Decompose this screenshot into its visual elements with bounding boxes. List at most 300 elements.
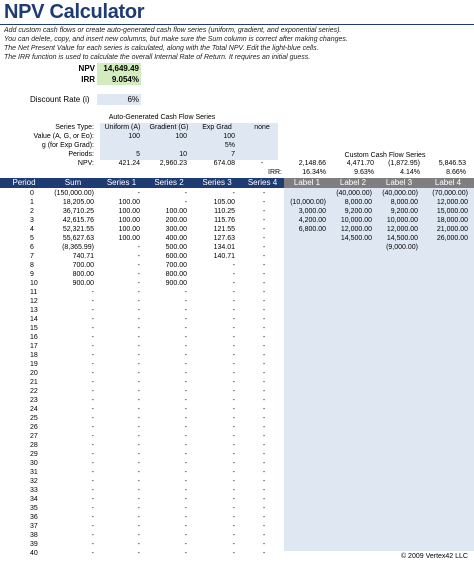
cashflow-cell: - — [184, 532, 187, 539]
table-row — [0, 279, 474, 288]
cashflow-cell: - — [262, 262, 266, 269]
custom-cashflow-cell[interactable]: 10,000.00 — [340, 217, 372, 224]
period-cell: 5 — [30, 235, 34, 242]
table-row — [0, 261, 474, 270]
custom-cashflow-cell[interactable]: 9,200.00 — [344, 208, 372, 215]
period-cell: 23 — [30, 397, 38, 404]
npv-label: NPV — [78, 64, 95, 73]
cashflow-cell: - — [184, 415, 187, 422]
period-cell: 18 — [30, 352, 38, 359]
intro-line-1: Add custom cash flows or create auto-generated cash flow series (uniform, gradient, and exponential series). — [4, 27, 342, 34]
cashflow-cell: - — [262, 190, 266, 197]
cashflow-cell: - — [262, 451, 266, 458]
custom-cashflow-cell[interactable]: (9,000.00) — [386, 244, 418, 251]
cashflow-cell: - — [184, 550, 187, 557]
period-cell: 2 — [30, 208, 34, 215]
table-row — [0, 396, 474, 405]
custom-cashflow-cell[interactable]: 18,000.00 — [436, 217, 468, 224]
cashflow-cell: - — [262, 226, 266, 233]
series-2-npv: 2,960.23 — [159, 160, 187, 167]
cashflow-cell: - — [184, 370, 187, 377]
period-cell: 4 — [30, 226, 34, 233]
table-row — [0, 414, 474, 423]
custom-cashflow-cell[interactable]: 4,200.00 — [298, 217, 326, 224]
cashflow-cell: - — [232, 424, 235, 431]
series-2-value[interactable]: 100 — [175, 133, 187, 140]
series-1-value[interactable]: 100 — [128, 133, 140, 140]
cashflow-cell: 700.00 — [165, 262, 187, 269]
series-1-npv: 421.24 — [118, 160, 140, 167]
cashflow-cell: - — [262, 325, 266, 332]
cashflow-cell: - — [137, 523, 140, 530]
label-2-irr: 9.63% — [354, 169, 374, 176]
cashflow-cell: - — [232, 523, 235, 530]
period-cell: 35 — [30, 505, 38, 512]
total-npv-value: 14,649.49 — [97, 63, 141, 74]
cashflow-cell: - — [137, 352, 140, 359]
cashflow-cell: - — [232, 370, 235, 377]
cashflow-cell: - — [137, 388, 140, 395]
cashflow-cell: - — [262, 397, 266, 404]
period-cell: 3 — [30, 217, 34, 224]
table-row — [0, 225, 474, 234]
label-1-npv: 2,148.66 — [298, 160, 326, 167]
cashflow-cell: - — [137, 451, 140, 458]
table-row — [0, 378, 474, 387]
period-cell: 14 — [30, 316, 38, 323]
table-row — [0, 540, 474, 549]
cashflow-cell: - — [91, 388, 94, 395]
custom-cashflow-cell[interactable]: 14,500.00 — [340, 235, 372, 242]
cashflow-cell: - — [184, 406, 187, 413]
cashflow-cell: - — [184, 514, 187, 521]
period-cell: 15 — [30, 325, 38, 332]
custom-cashflow-cell[interactable]: (70,000.00) — [432, 190, 468, 197]
cashflow-cell: - — [262, 280, 266, 287]
cashflow-cell: - — [262, 361, 266, 368]
cashflow-cell: 600.00 — [165, 253, 187, 260]
cashflow-cell: - — [137, 415, 140, 422]
series-3-type[interactable]: Exp Grad — [202, 124, 232, 131]
page-title: NPV Calculator — [4, 1, 145, 23]
custom-cashflow-cell[interactable]: 26,000.00 — [436, 235, 468, 242]
period-cell: 0 — [30, 190, 34, 197]
cashflow-cell: - — [91, 478, 94, 485]
cashflow-cell: 100.00 — [118, 208, 140, 215]
cashflow-cell: 36,710.25 — [62, 208, 94, 215]
cashflow-cell: - — [91, 307, 94, 314]
cashflow-cell: - — [262, 424, 266, 431]
cashflow-cell: - — [137, 478, 140, 485]
cashflow-cell: - — [232, 388, 235, 395]
series-2-type[interactable]: Gradient (G) — [149, 124, 189, 131]
cashflow-cell: 127.63 — [213, 235, 235, 242]
cashflow-cell: - — [232, 451, 235, 458]
custom-series-heading: Custom Cash Flow Series — [344, 152, 426, 159]
header-sum: Sum — [48, 178, 98, 188]
cashflow-cell: - — [232, 379, 235, 386]
period-cell: 31 — [30, 469, 38, 476]
cashflow-cell: - — [91, 352, 94, 359]
cashflow-cell: - — [184, 388, 187, 395]
cashflow-cell: - — [262, 532, 266, 539]
cashflow-cell: - — [262, 388, 266, 395]
cashflow-cell: 800.00 — [72, 271, 94, 278]
table-row — [0, 243, 474, 252]
period-cell: 29 — [30, 451, 38, 458]
cashflow-cell: - — [137, 460, 140, 467]
series-1-periods[interactable]: 5 — [136, 151, 140, 158]
cashflow-cell: - — [262, 487, 266, 494]
period-cell: 26 — [30, 424, 38, 431]
header-series-2: Series 2 — [145, 178, 193, 188]
period-cell: 28 — [30, 442, 38, 449]
series-4-npv: - — [260, 160, 264, 167]
table-row — [0, 288, 474, 297]
cashflow-cell: - — [184, 325, 187, 332]
series-3-periods[interactable]: 7 — [231, 151, 235, 158]
custom-cashflow-cell[interactable]: 9,200.00 — [390, 208, 418, 215]
cashflow-cell: - — [184, 469, 187, 476]
table-row — [0, 495, 474, 504]
cashflow-cell: - — [262, 343, 266, 350]
cashflow-cell: - — [137, 325, 140, 332]
cashflow-cell: - — [91, 370, 94, 377]
table-row — [0, 477, 474, 486]
cashflow-cell: - — [184, 298, 187, 305]
intro-line-3: The Net Present Value for each series is calculated, along with the Total NPV. Edit the light-blue cells. — [4, 45, 319, 52]
cashflow-cell: - — [232, 487, 235, 494]
period-cell: 32 — [30, 478, 38, 485]
cashflow-cell: - — [137, 469, 140, 476]
cashflow-cell: - — [262, 460, 266, 467]
header-series-1: Series 1 — [98, 178, 145, 188]
header-label-2[interactable]: Label 2 — [330, 178, 376, 188]
cashflow-cell: - — [232, 532, 235, 539]
cashflow-cell: - — [137, 343, 140, 350]
custom-cashflow-cell[interactable]: 15,000.00 — [436, 208, 468, 215]
cashflow-cell: - — [91, 343, 94, 350]
period-cell: 22 — [30, 388, 38, 395]
cashflow-cell: - — [184, 523, 187, 530]
cashflow-cell: - — [137, 370, 140, 377]
period-cell: 33 — [30, 487, 38, 494]
cashflow-cell: - — [232, 271, 235, 278]
custom-cashflow-cell[interactable]: 3,000.00 — [298, 208, 326, 215]
cashflow-cell: - — [262, 199, 266, 206]
cashflow-cell: - — [184, 397, 187, 404]
cashflow-cell: - — [91, 514, 94, 521]
series-npv-label: NPV: — [77, 160, 94, 167]
cashflow-cell: - — [232, 361, 235, 368]
title-divider — [0, 24, 474, 25]
series-2-periods[interactable]: 10 — [179, 151, 187, 158]
table-row — [0, 360, 474, 369]
cashflow-cell: - — [91, 469, 94, 476]
cashflow-cell: - — [232, 289, 235, 296]
cashflow-cell: - — [262, 334, 266, 341]
table-row — [0, 450, 474, 459]
custom-cashflow-cell[interactable]: (40,000.00) — [382, 190, 418, 197]
custom-cashflow-cell[interactable]: 6,800.00 — [298, 226, 326, 233]
cashflow-cell: - — [184, 505, 187, 512]
cashflow-cell: - — [184, 361, 187, 368]
cashflow-cell: - — [262, 550, 266, 557]
header-label-4[interactable]: Label 4 — [422, 178, 474, 188]
intro-line-4: The IRR function is used to calculate the overall Internal Rate of Return. It requires an initial guess. — [4, 54, 311, 61]
cashflow-cell: 100.00 — [118, 235, 140, 242]
cashflow-cell: - — [91, 361, 94, 368]
table-row — [0, 306, 474, 315]
period-cell: 24 — [30, 406, 38, 413]
cashflow-cell: - — [184, 424, 187, 431]
cashflow-cell: - — [184, 199, 187, 206]
period-cell: 40 — [30, 550, 38, 557]
label-1-irr: 16.34% — [302, 169, 326, 176]
irr-label: IRR — [81, 75, 95, 84]
cashflow-cell: (8,365.99) — [62, 244, 94, 251]
cashflow-cell: - — [262, 469, 266, 476]
table-row — [0, 513, 474, 522]
cashflow-cell: - — [184, 307, 187, 314]
label-4-irr: 8.66% — [446, 169, 466, 176]
cashflow-cell: - — [91, 424, 94, 431]
cashflow-cell: - — [91, 460, 94, 467]
growth-rate-label: g (for Exp Grad): — [41, 142, 94, 149]
custom-cashflow-cell[interactable]: 14,500.00 — [386, 235, 418, 242]
cashflow-cell: - — [91, 532, 94, 539]
period-cell: 20 — [30, 370, 38, 377]
cashflow-cell: - — [232, 406, 235, 413]
custom-cashflow-cell[interactable]: 12,000.00 — [386, 226, 418, 233]
cashflow-cell: - — [184, 334, 187, 341]
cashflow-cell: - — [137, 487, 140, 494]
series-3-growth-rate[interactable]: 5% — [224, 142, 235, 149]
period-cell: 16 — [30, 334, 38, 341]
table-row — [0, 531, 474, 540]
cashflow-cell: - — [91, 496, 94, 503]
cashflow-cell: - — [262, 406, 266, 413]
cashflow-cell: - — [184, 433, 187, 440]
custom-cashflow-cell[interactable]: (40,000.00) — [336, 190, 372, 197]
table-row — [0, 234, 474, 243]
cashflow-cell: - — [232, 334, 235, 341]
cashflow-cell: - — [91, 442, 94, 449]
table-row — [0, 198, 474, 207]
cashflow-cell: 121.55 — [213, 226, 235, 233]
cashflow-cell: - — [137, 316, 140, 323]
label-3-npv: (1,872.95) — [388, 160, 420, 167]
cashflow-cell: - — [137, 361, 140, 368]
cashflow-cell: - — [137, 505, 140, 512]
cashflow-cell: - — [262, 379, 266, 386]
period-cell: 17 — [30, 343, 38, 350]
table-row — [0, 441, 474, 450]
period-cell: 25 — [30, 415, 38, 422]
cashflow-cell: - — [262, 523, 266, 530]
cashflow-cell: - — [184, 496, 187, 503]
cashflow-cell: - — [91, 397, 94, 404]
cashflow-cell: 42,615.76 — [62, 217, 94, 224]
series-type-label: Series Type: — [55, 124, 94, 131]
cashflow-cell: - — [232, 316, 235, 323]
custom-cashflow-cell[interactable]: 10,000.00 — [386, 217, 418, 224]
cashflow-cell: - — [262, 289, 266, 296]
cashflow-cell: - — [232, 298, 235, 305]
cashflow-cell: - — [262, 505, 266, 512]
cashflow-cell: - — [262, 478, 266, 485]
cashflow-cell: 52,321.55 — [62, 226, 94, 233]
period-cell: 36 — [30, 514, 38, 521]
header-label-1[interactable]: Label 1 — [284, 178, 330, 188]
series-4-type[interactable]: none — [254, 124, 270, 131]
cashflow-cell: - — [232, 352, 235, 359]
period-cell: 8 — [30, 262, 34, 269]
series-1-type[interactable]: Uniform (A) — [104, 124, 141, 131]
cashflow-cell: - — [184, 442, 187, 449]
cashflow-cell: - — [262, 541, 266, 548]
cashflow-cell: - — [232, 262, 235, 269]
cashflow-cell: - — [137, 262, 140, 269]
cashflow-cell: - — [91, 523, 94, 530]
cashflow-cell: 300.00 — [165, 226, 187, 233]
cashflow-cell: - — [184, 190, 187, 197]
table-row — [0, 315, 474, 324]
header-label-3[interactable]: Label 3 — [376, 178, 422, 188]
period-cell: 39 — [30, 541, 38, 548]
period-cell: 12 — [30, 298, 38, 305]
cashflow-cell: - — [91, 298, 94, 305]
cashflow-cell: - — [262, 208, 266, 215]
cashflow-cell: - — [91, 433, 94, 440]
cashflow-cell: 105.00 — [213, 199, 235, 206]
header-series-3: Series 3 — [193, 178, 241, 188]
header-period: Period — [0, 178, 48, 188]
cashflow-cell: 400.00 — [165, 235, 187, 242]
discount-rate-input[interactable]: 6% — [97, 94, 141, 105]
table-row — [0, 324, 474, 333]
cashflow-cell: - — [91, 325, 94, 332]
cashflow-cell: - — [91, 487, 94, 494]
cashflow-cell: - — [137, 541, 140, 548]
cashflow-cell: 100.00 — [118, 226, 140, 233]
copyright-footer: © 2009 Vertex42 LLC — [400, 553, 468, 560]
table-row — [0, 342, 474, 351]
cashflow-cell: 100.00 — [165, 208, 187, 215]
cashflow-cell: - — [91, 415, 94, 422]
period-cell: 6 — [30, 244, 34, 251]
cashflow-cell: 500.00 — [165, 244, 187, 251]
table-row — [0, 252, 474, 261]
custom-cashflow-cell[interactable]: 8,000.00 — [344, 199, 372, 206]
cashflow-cell: - — [232, 343, 235, 350]
cashflow-cell: - — [232, 442, 235, 449]
cashflow-cell: - — [137, 244, 140, 251]
cashflow-cell: - — [232, 478, 235, 485]
period-cell: 21 — [30, 379, 38, 386]
cashflow-cell: - — [137, 379, 140, 386]
table-row — [0, 297, 474, 306]
total-irr-value: 9.054% — [97, 74, 141, 85]
period-cell: 37 — [30, 523, 38, 530]
cashflow-cell: - — [91, 406, 94, 413]
cashflow-cell: - — [137, 514, 140, 521]
cashflow-cell: - — [137, 406, 140, 413]
table-row — [0, 207, 474, 216]
cashflow-cell: - — [137, 280, 140, 287]
cashflow-cell: - — [232, 415, 235, 422]
cashflow-cell: - — [262, 514, 266, 521]
cashflow-cell: - — [91, 451, 94, 458]
cashflow-cell: - — [91, 505, 94, 512]
cashflow-cell: - — [262, 298, 266, 305]
cashflow-cell: - — [232, 325, 235, 332]
cashflow-cell: 200.00 — [165, 217, 187, 224]
table-row — [0, 486, 474, 495]
cashflow-cell: - — [262, 244, 266, 251]
cashflow-cell: - — [184, 460, 187, 467]
cashflow-cell: - — [262, 316, 266, 323]
cashflow-cell: - — [184, 541, 187, 548]
series-3-value[interactable]: 100 — [223, 133, 235, 140]
period-cell: 13 — [30, 307, 38, 314]
cashflow-cell: - — [91, 541, 94, 548]
cashflow-cell: - — [232, 460, 235, 467]
period-cell: 10 — [30, 280, 38, 287]
label-3-irr: 4.14% — [400, 169, 420, 176]
cashflow-cell: - — [232, 514, 235, 521]
custom-cashflow-cell[interactable]: 12,000.00 — [436, 199, 468, 206]
cashflow-cell: - — [137, 496, 140, 503]
cashflow-cell: - — [91, 334, 94, 341]
series-3-npv: 674.08 — [213, 160, 235, 167]
period-cell: 1 — [30, 199, 34, 206]
custom-cashflow-cell[interactable]: 12,000.00 — [340, 226, 372, 233]
custom-cashflow-cell[interactable]: (10,000.00) — [290, 199, 326, 206]
cashflow-cell: - — [232, 469, 235, 476]
discount-rate-label: Discount Rate (i) — [30, 95, 90, 104]
cashflow-cell: - — [137, 424, 140, 431]
period-cell: 7 — [30, 253, 34, 260]
cashflow-cell: 100.00 — [118, 199, 140, 206]
custom-cashflow-cell[interactable]: 8,000.00 — [390, 199, 418, 206]
table-row — [0, 468, 474, 477]
cashflow-cell: - — [262, 370, 266, 377]
cashflow-cell: - — [232, 496, 235, 503]
cashflow-cell: - — [262, 433, 266, 440]
cashflow-cell: - — [91, 316, 94, 323]
cashflow-cell: - — [184, 343, 187, 350]
table-row — [0, 387, 474, 396]
cashflow-cell: - — [137, 307, 140, 314]
period-cell: 9 — [30, 271, 34, 278]
cashflow-cell: - — [137, 289, 140, 296]
cashflow-cell: 115.76 — [214, 217, 235, 224]
cashflow-cell: - — [262, 307, 266, 314]
cashflow-cell: 55,627.63 — [62, 235, 94, 242]
cashflow-cell: 110.25 — [214, 208, 235, 215]
header-series-4: Series 4 — [241, 178, 284, 188]
cashflow-cell: - — [184, 478, 187, 485]
cashflow-cell: - — [184, 352, 187, 359]
custom-cashflow-cell[interactable]: 21,000.00 — [436, 226, 468, 233]
cashflow-cell: - — [137, 532, 140, 539]
intro-line-2: You can delete, copy, and insert new columns, but make sure the Sum column is correct after making changes. — [4, 36, 348, 43]
cashflow-cell: - — [184, 487, 187, 494]
cashflow-cell: - — [137, 397, 140, 404]
cashflow-cell: 140.71 — [213, 253, 235, 260]
cashflow-cell: - — [262, 271, 266, 278]
